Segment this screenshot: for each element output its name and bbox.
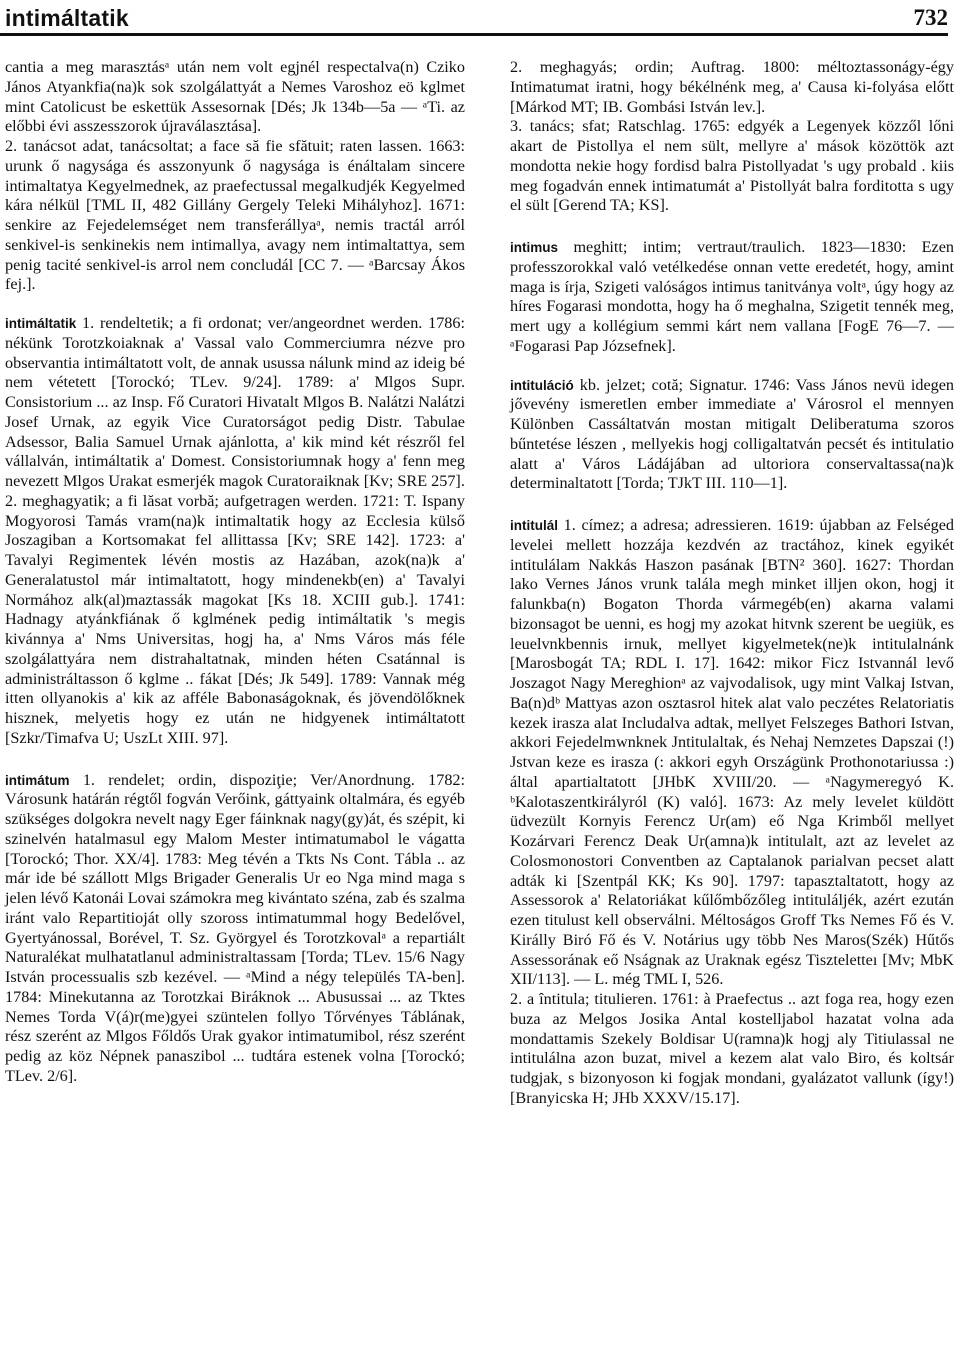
entry-text: 2. tanácsot adat, tanácsoltat; a face să fie sfătuit; raten lassen. 1663: urunk ő nagysága és asszonyunk ő nagysága is énáltalam sincere intimaltatya Kegyelmednek, az praefectussal megalkudjék Kegyelmed kára nélkül [TML II, 482 Gillány Gergely Teleki Mihályhoz]. 1671: senkire az Fejedelemséget nem transferállyaᵃ, nemis tractál arról senkivel-is senkinekis nem intimallya, avagy nem intimaltattya, sem penig tacité senkivel-is arrol nem concludál [CC 7. — ᵃBarcsay Ákos fej.].: [5, 137, 465, 294]
entry-text: 1. rendelet; ordin, dispoziţie; Ver/Anordnung. 1782: Városunk határán régtől fogván Verőink, gáttyaink oltalmára, és egyéb szükséges dolgokra nevelt nagy Eger fáinknak nagy(gy)át, és szépit, ki szinelvén hatalmasul egy Malom Mester intimatumabol le vágatta [Torockó; Thor. XX/4]. 1783: Meg tévén a Tkts Ns Cont. Tábla .. az már ide bé szállott Mlgs Brigader Generalis Ur eo Nga mind maga s jelen lévő Katonái Lovai számokra meg kivántato széna, zab és szalma iránt valo Repartitioját olly szoross intimatummal hogy Bedelővel, Gyertyánossal, Borével, T. Sz. Györgyel és Torotzkovalᵃ a repartiált Naturalékat mulhatatlanul administraltassam [Torda; TLev. 15/6 Nagy István processualis szb kezével. — ᵃMind a négy település TA-ben]. 1784: Minekutanna az Torotzkai Biráknok ... Abusussai ... az Tktes Nemes Torda V(á)r(me)gyei szüntelen follyo Tőrvényes Táblának, rész szerént az Mlgos Főldős Urak gyakor intimatumibol, rész szerént pedig az köz Népnek panaszibol ... tudtára estenek volna [Torockó; TLev. 2/6].: [5, 770, 466, 1085]
entry-text: 2. meghagyatik; a fi lăsat vorbă; aufgetragen werden. 1721: T. Ispany Mogyorosi Tamás vram(na)k intimaltatik hogy az Ecclesia külső Joszagiban a Kortsomakat fel allittassa [Kv; SRE 142]. 1723: a' Tavalyi Regimentek lévén mostis az Hazában, azok(na)k a' Generalatustol már intimaltatott, hogy mindenekb(en) a' Tavalyi Normához alk(al)maztassák magokat [Ks 18. XCIII gub.]. 1741: Hadnagy atyánkfiának ő kglmének pedig intimáltatik 's megis kivánnya a' Nms Universitas, hogj ha, a' Nms Város más féle szolgálattyára nem distrahaltatnak, minden héten Csatánnal is administráltasson ő kglme .. fákat [Dés; Jk 549]. 1789: Vannak még itten ollyanokis a' kik az afféle Babonaságoknak, és jövendölőknek hisznek, melyetis hogy ez után ne hidgyenek intimáltatott [Szkr/Timafva U; UszLt XIII. 97].: [5, 491, 465, 747]
entry-text: 1. rendeltetik; a fi ordonat; ver/angeordnet werden. 1786: nékünk Torotzkoiaknak a' Vassal valo Commerciumra nézve pro observantia intimáltatott volt, de annak usussa nálunk mind az ideig bé nem vétetett [Torockó; TLev. 9/24]. 1789: a' Mlgos Supr. Consistorium ... az Insp. Fő Curatori Hivatalt Mlgos B. Nalátzi Nalátzi Josef Urnak, az egyik Vice Curatorságot pedig Distr. Tabulae Adsessor, Balia Samuel Urnak ajánlotta, a' kik mind két részről fel vállalván, intimáltatik a' Domest. Consistoriumnak hogy a' fenn meg nevezett Mlgos Urakat esmerjék magok Curatoraiknak [Kv; SRE 257].: [5, 314, 465, 490]
entry-text: cantia a meg marasztásᵃ után nem volt egjnél respectalva(n) Cziko János Atyankfia(na)k sok szolgálattyát a Nemes Varoshoz eö kglmet mint Catolicust be eskettük Assesornak [Dés; Jk 134b—5a — ᵃTi. az előbbi évi asszesszorok újraválasztása].: [5, 58, 465, 136]
header-rule: [0, 33, 948, 36]
entry-headword: intimátum: [5, 772, 70, 788]
left-column: [5, 58, 465, 1087]
entry-text: 2. a întitula; titulieren. 1761: à Praefectus .. azt foga rea, hogy ezen buza az Melgos Josika Antal kostelljabol hazatat volna ada mondattamis Szekely Boldisar U(ramna)k hogj aly Titiulassal ne intitulálna azon buzat, mivel a kezem alat valo Biro, és koltsár tudgjak, s bizonyoson ki fogjak mondani, gyalázatot vallunk (így!) [Branyicska H; JHb XXXV/15.17].: [510, 990, 954, 1107]
entry-text: 1. címez; a adresa; adressieren. 1619: újabban az Felséged levelei mellett hozzája kezdvén az tractához, kinek egyikét intitulálam Nakkás Haszon pasának [BTN² 360]. 1627: Thordan lako Vernes János vrunk talála megh minket illjen okon, hogj it falunkba(n) Bogaton Thorda vármegéb(en) akarna valami bizonsagot be uenni, es hogj my azokat hitvnk szerent be uegiük, es leuelvnkbennis irnuk, mellyet kigyelmetek(ne)k intitulalnánk [Marosbogát TA; RDL I. 17]. 1642: mikor Ficz Istvannál levő Joszagot Nagy Mereghionᵃ az vajvodalisok, ugy mint Valkaj Istvan, Ba(n)dᵇ Mattyas azon osztasrol hitek alat valo peczétes Relatoriatis kezek irasza alat Includalva adtak, mellyet Felszeges Bathori Istvan, akkori Fejedelmwnknek Jntitulaltak, és Nehaj Nemzetes Dapszai (!) Jstvan keze es irasza (: akkori egyh Országünk Prothonotariussa :) által apartialtatott [JHbK XVIII/20. — ᵃNagymeregyó K. ᵇKalotaszentkirályról (K) való]. 1673: Az mely levelet küldött üdvezült Kornyis Ferencz Ur(am) eő Nga Krimből mellyet Kozárvari Ferencz Deak Ur(amna)k intitulalt, azt az levelet az Colosmonostori Conventben az Captalanok parialvan pecset alatt adták ki [Szentpál KK; Ks 90]. 1797: tapasztaltatott, hogy az Assessorok a' Relatoriákat kűlőmbőzőleg intituláljék, azért ezután ezen titulust kell observálni. Méltoságos Groff Tks Nemes Fő és V. Királly Biró Fő és V. Notárius ugy több Nes Maros(Szék) Hűtős Assessorának eő Nságnak az Uraknak egész Tiszteletteı [Mv; MbK XII/113]. — L. még TML I, 526.: [510, 516, 955, 989]
entry-headword: intimus: [510, 240, 559, 255]
entry-text: meghitt; intim; vertraut/traulich. 1823—1830: Ezen professzorokkal való vetélkedése onnan vette eredetét, hogy, amint maga is írja, Szigeti valóságos intimus tanitványa voltᵃ, úgy hogy az híres Fogarasi mondotta, hogy ha ő meghalna, Szigetit tennék meg, mert ugy a kollégium semmi kárt nem vallana [FogE 76—7. — ᵃFogarasi Pap Józsefnek].: [510, 238, 954, 355]
entry-headword: intimáltatik: [5, 316, 77, 331]
entry-sense: [510, 117, 954, 216]
entry-text: kb. jelzet; cotă; Signatur. 1746: Vass János nevü idegen jővevény ismeretlen ember immediate a' Városrol el mennyen Különben Cassáltatván mostan mitigalt Deliberatuma szoros bűntetése lészen , mellyekis hogj colligaltatván pecsét és intitulatio alatt a' Város Ládájában ad ultoriora conservaltassa(na)k determinaltatott [Torda; TJkT III. 110—1].: [510, 375, 955, 493]
running-header: [5, 5, 948, 35]
entry-intimus: [510, 238, 954, 357]
entry-intimaltatik: [5, 314, 465, 492]
entry-text: 2. meghagyás; ordin; Auftrag. 1800: méltoztassonágy-égy Intimatumat iratni, hogy békélnénk meg, a' Causa ki-folyása előtt [Márkod MT; IB. Gombási István lev.].: [510, 58, 954, 116]
entry-continuation: [5, 58, 465, 137]
entry-intimatum: [5, 771, 465, 1087]
entry-text: 3. tanács; sfat; Ratschlag. 1765: edgyék a Legenyek közzől lőni akart de Pistollya el nem sült, mellyre a' mások közöttök azt mondotta nekie hogy fordisd balra Pistollyadat 's ugy probald . kiis meg fogadván ennek intimatumát a' Pistollyát balra forditotta s ugy el sült [Gerend TA; KS].: [510, 117, 954, 215]
entry-sense: [5, 492, 465, 749]
page-number: 732: [913, 5, 948, 30]
entry-sense: [510, 58, 954, 117]
right-column: [510, 58, 954, 1109]
entry-headword: intitulál: [510, 518, 558, 533]
entry-sense: [5, 137, 465, 295]
running-head-word: intimáltatik: [5, 5, 129, 31]
entry-headword: intituláció: [510, 377, 574, 393]
entry-intitulal: [510, 516, 954, 990]
entry-sense: [510, 990, 954, 1109]
entry-intitulacio: [510, 376, 954, 495]
